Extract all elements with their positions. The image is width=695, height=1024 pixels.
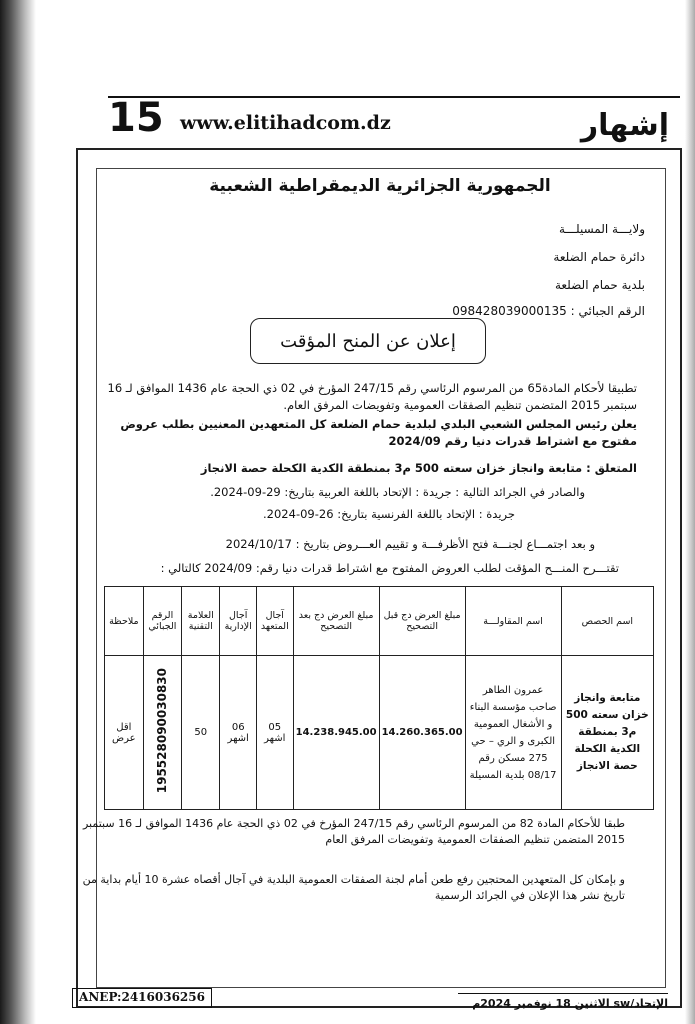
proposal-line: تقتـــرح المنـــح المؤقت لطلب العروض المفتوح مع اشتراط قدرات دنيا رقم: 2024/09 كالتالي : [160, 561, 619, 575]
table-row [105, 656, 654, 810]
appeal-right-note: و بإمكان كل المتعهدين المحتجين رفع طعن أمام لجنة الصفقات العمومية البلدية في آجال أقصاه عشرة 10 أيام بداية من تاريخ نشر هذا الإعلان في الجرائد الرسمية [82, 873, 625, 902]
header-rule [108, 96, 680, 98]
committee-meeting-line: و بعد اجتمـــاع لجنـــة فتح الأظرفـــة و تقييم العـــروض بتاريخ : 2024/10/17 [225, 537, 595, 551]
cell-company: عمرون الطاهر صاحب مؤسسة البناء و الأشغال العمومية الكبرى و الري – حي 275 مسكن رقم 08/17 بلدية المسيلة [465, 656, 561, 810]
scan-shadow-right [685, 0, 695, 1024]
col-technical-score: العلامة التقنية [182, 587, 220, 656]
tax-id-number: 195528090030830 [155, 668, 170, 794]
col-tax-id: الرقم الجبائي [143, 587, 181, 656]
cell-tax-id [143, 656, 181, 810]
appeal-legal-note: طبقا للأحكام المادة 82 من المرسوم الرئاسي رقم 247/15 المؤرخ في 02 ذي الحجة عام 1436 الموافق لـ 16 سبتمبر 2015 المتضمن تنظيم الصفقات العمومية وتفويضات المرفق العام [82, 817, 625, 846]
table-header-row [105, 587, 654, 656]
col-lot-name: اسم الحصص [561, 587, 653, 656]
section-title: إشهار [580, 108, 669, 143]
provisional-award-table [104, 586, 654, 810]
cell-amount-after: 14.238.945.00 [293, 656, 379, 810]
tax-id-line [385, 304, 645, 318]
scan-shadow-left [0, 0, 36, 1024]
subject-line: المتعلق : متابعة وانجاز خزان سعته 500 م3 بمنطقة الكدية الكحلة حصة الانجاز [200, 461, 637, 475]
page-number: 15 [108, 95, 164, 141]
announcement-paragraph: يعلن رئيس المجلس الشعبي البلدي لبلدية حمام الضلعة كل المتعهدين المعنيين بطلب عروض مفتوح مع اشتراط قدرات دنيا رقم 2024/09 [120, 417, 637, 448]
cell-admin-delay: 06 اشهر [220, 656, 257, 810]
cell-lot: متابعة وانجاز خزان سعته 500 م3 بمنطقة الكدية الكحلة حصة الانجاز [561, 656, 653, 810]
daira-line: دائرة حمام الضلعة [553, 250, 645, 264]
legal-basis-paragraph: تطبيقا لأحكام المادة65 من المرسوم الرئاسي رقم 247/15 المؤرخ في 02 ذي الحجة عام 1436 الموافق لـ 16 سبتمبر 2015 المتضمن تنظيم الصفقات العمومية وتفويضات المرفق العام. [107, 381, 637, 412]
cell-amount-before: 14.260.365.00 [379, 656, 465, 810]
col-company: اسم المقاولـــة [465, 587, 561, 656]
cell-technical-score: 50 [182, 656, 220, 810]
republic-heading: الجمهورية الجزائرية الديمقراطية الشعبية [209, 176, 551, 196]
tax-id-label: الرقم الجبائي : [570, 304, 645, 318]
publication-line: والصادر في الجرائد التالية : جريدة : الإتحاد باللغة العربية بتاريخ: 29-09-2024. [210, 485, 585, 499]
wilaya-line: ولايـــة المسيلـــة [559, 222, 645, 236]
website-url: www.elitihadcom.dz [180, 112, 391, 134]
col-amount-after: مبلغ العرض دج بعد التصحيح [293, 587, 379, 656]
cell-remark: اقل عرض [105, 656, 144, 810]
col-remark: ملاحظة [105, 587, 144, 656]
publication-line-2: جريدة : الإتحاد باللغة الفرنسية بتاريخ: 26-09-2024. [263, 507, 515, 521]
cell-bidder-delay: 05 اشهر [256, 656, 293, 810]
col-bidder-delay: آجال المتعهد [256, 587, 293, 656]
commune-line: بلدية حمام الضلعة [554, 278, 645, 292]
col-admin-delay: آجال الإدارية [220, 587, 257, 656]
notice-title: إعلان عن المنح المؤقت [250, 318, 486, 364]
tax-id-value: 098428039000135 [452, 304, 567, 318]
issue-date: الإتحاد/sw الاثنين 18 نوفمبر 2024م [458, 993, 668, 1010]
col-amount-before: مبلغ العرض دج قبل التصحيح [379, 587, 465, 656]
anep-reference: ANEP:2416036256 [72, 988, 212, 1008]
